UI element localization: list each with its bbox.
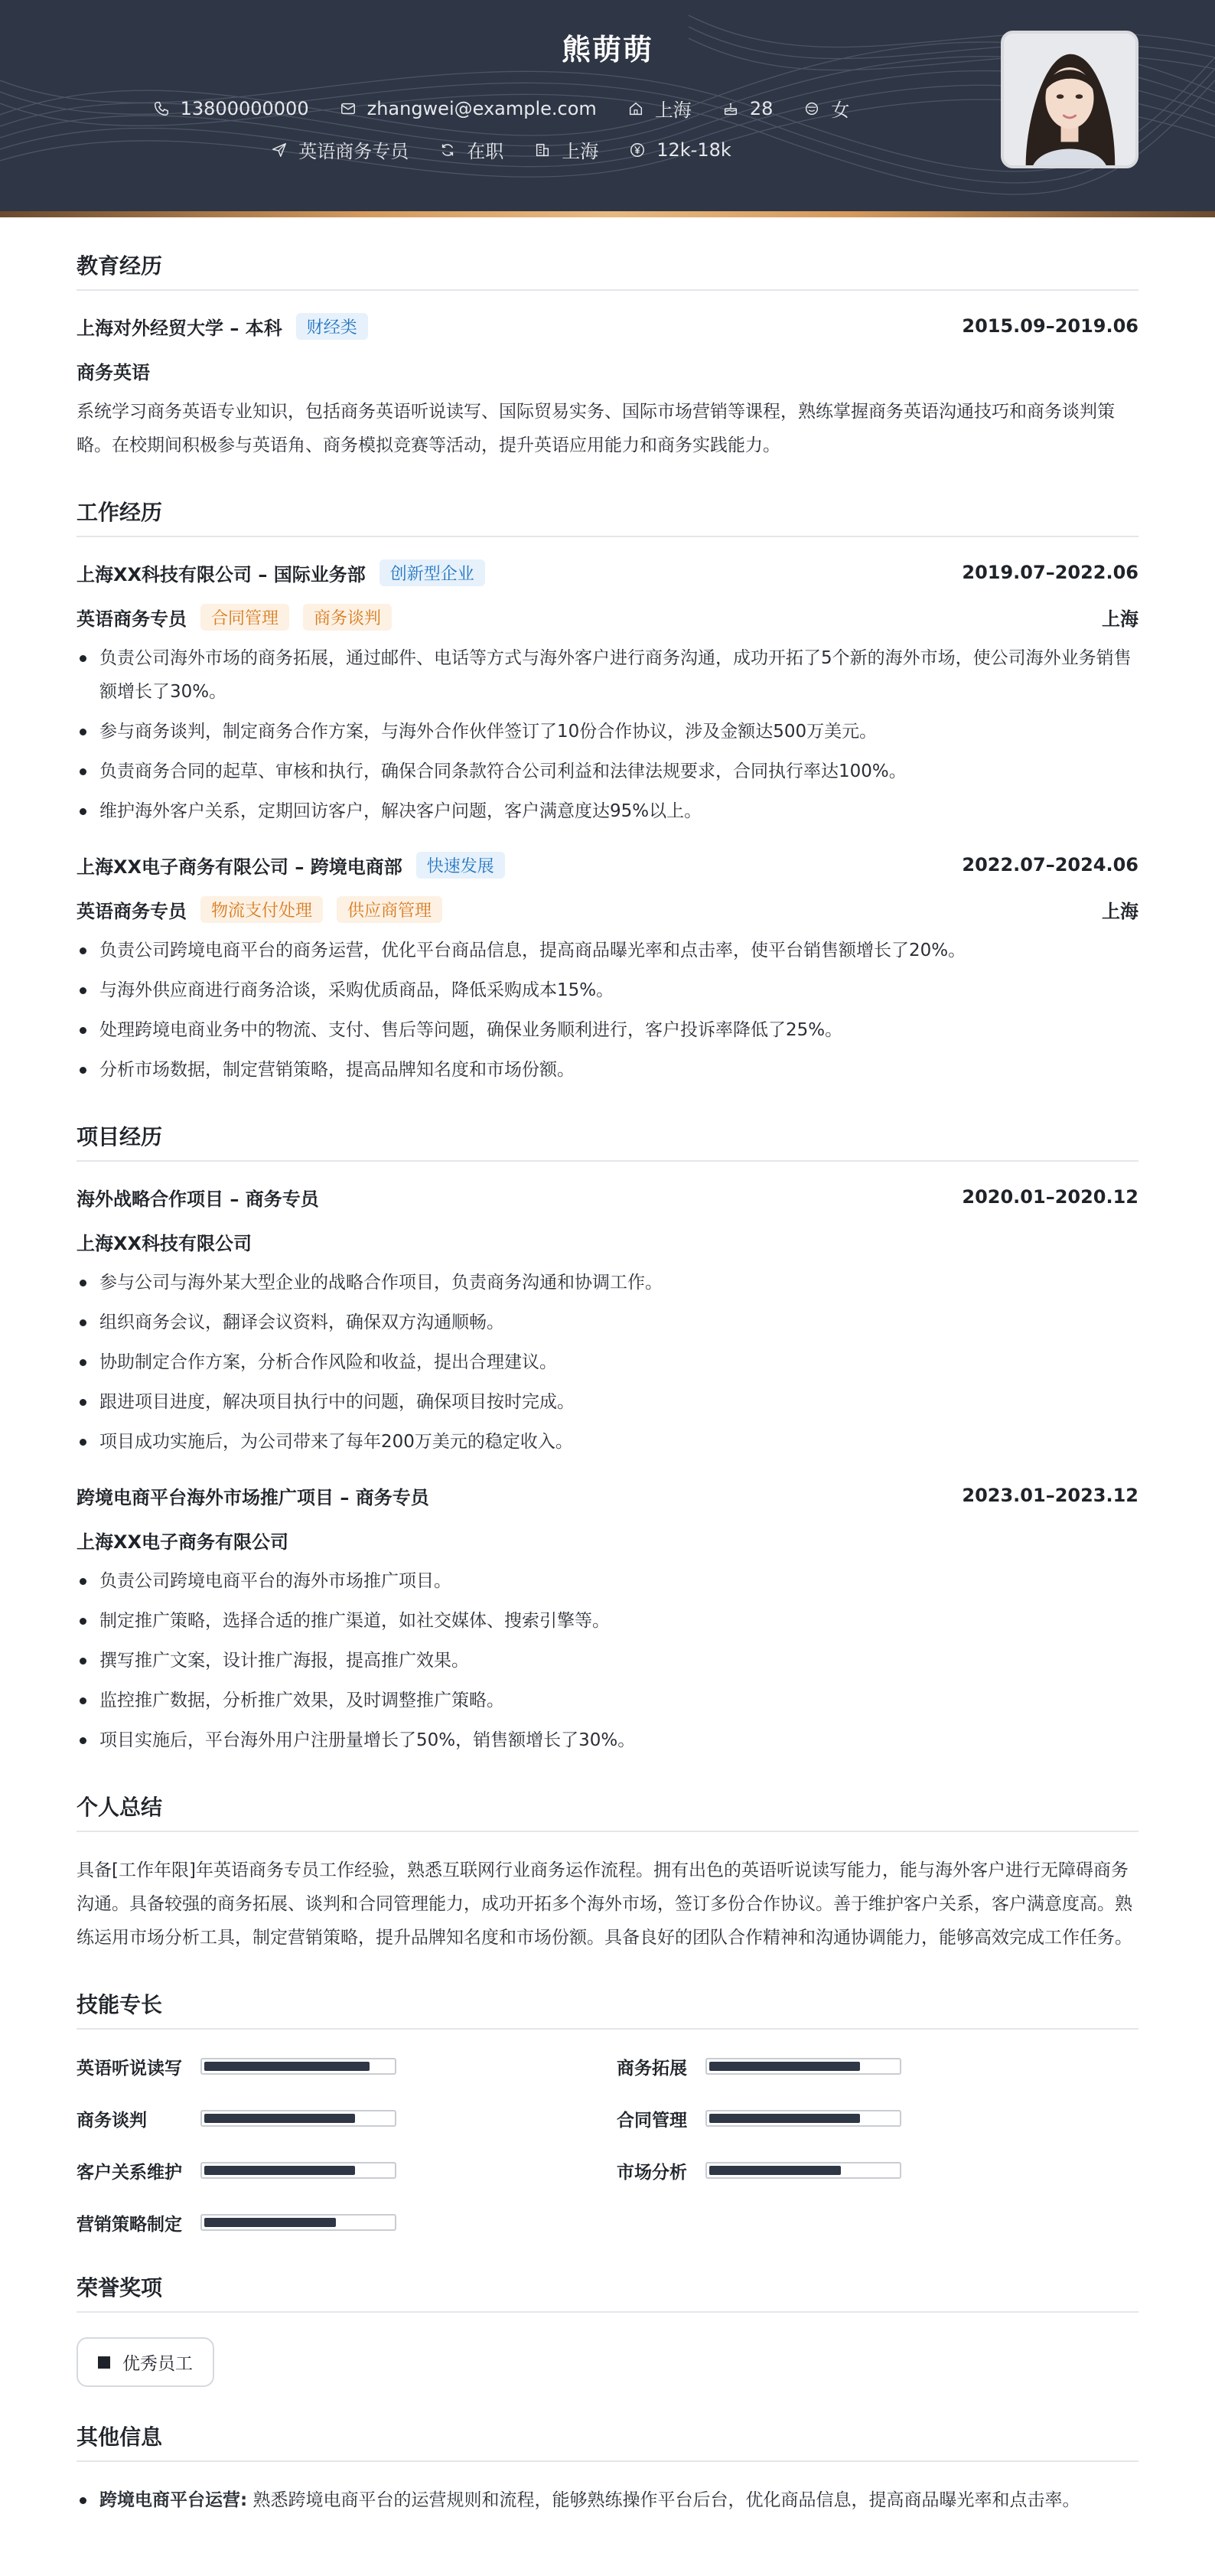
section-title: 其他信息 (77, 2421, 1138, 2462)
work-city-text: 上海 (562, 141, 599, 162)
skill-bar (705, 2110, 901, 2127)
list-item: 分析市场数据，制定营销策略，提高品牌知名度和市场份额。 (77, 1053, 1138, 1087)
gender-info (803, 95, 849, 122)
skill-bar-fill (709, 2114, 860, 2123)
skill-bar-fill (204, 2166, 355, 2175)
school-tag: 财经类 (296, 313, 368, 340)
avatar (1001, 31, 1138, 168)
list-item: 与海外供应商进行商务洽谈，采购优质商品，降低采购成本15%。 (77, 973, 1138, 1007)
age-info (722, 98, 774, 119)
project-bullets (77, 1564, 1138, 1757)
list-item: 协助制定合作方案，分析合作风险和收益，提出合理建议。 (77, 1345, 1138, 1379)
education-desc: 系统学习商务英语专业知识，包括商务英语听说读写、国际贸易实务、国际市场营销等课程，熟练掌握商务英语沟通技巧和商务谈判策略。在校期间积极参与英语角、商务模拟竞赛等活动，提升英语应用能力和商务实践能力。 (77, 402, 1115, 455)
work-date: 2019.07–2022.06 (962, 562, 1138, 583)
skills-section (77, 1988, 1138, 2238)
section-title: 项目经历 (77, 1120, 1138, 1162)
honor-text: 优秀员工 (122, 2354, 193, 2374)
phone-text: 13800000000 (180, 97, 309, 119)
salary-text: 12k-18k (656, 139, 731, 161)
project-entry (77, 1183, 1138, 1459)
skill-tag: 合同管理 (200, 604, 289, 631)
role-name: 英语商务专员 (77, 900, 187, 922)
avatar-portrait (1004, 34, 1135, 165)
list-item: 项目成功实施后，为公司带来了每年200万美元的稳定收入。 (77, 1425, 1138, 1459)
role-row (77, 603, 1138, 631)
project-company-row (77, 1228, 1138, 1255)
mail-icon (340, 100, 357, 117)
project-name: 海外战略合作项目 – 商务专员 (77, 1188, 319, 1210)
skill-tag: 供应商管理 (337, 896, 442, 923)
skill-item (617, 2051, 1138, 2082)
project-name: 跨境电商平台海外市场推广项目 – 商务专员 (77, 1486, 429, 1508)
square-bullet-icon (98, 2356, 110, 2369)
status-info (439, 136, 503, 163)
project-company-row (77, 1526, 1138, 1554)
major-row (77, 357, 1138, 384)
skill-item (77, 2155, 617, 2186)
skill-bar-fill (204, 2062, 370, 2071)
section-title: 教育经历 (77, 249, 1138, 291)
section-title: 荣誉奖项 (77, 2271, 1138, 2313)
list-item: 负责公司跨境电商平台的商务运营，优化平台商品信息，提高商品曝光率和点击率，使平台销售额增长了20%。 (77, 934, 1138, 967)
list-item: 参与公司与海外某大型企业的战略合作项目，负责商务沟通和协调工作。 (77, 1266, 1138, 1299)
list-item: 负责公司跨境电商平台的海外市场推广项目。 (77, 1564, 1138, 1598)
send-icon (271, 142, 288, 158)
skill-bar-fill (204, 2114, 355, 2123)
project-company: 上海XX科技有限公司 (77, 1232, 252, 1254)
project-date: 2023.01–2023.12 (962, 1485, 1138, 1506)
honors-section (77, 2271, 1138, 2387)
skill-item (617, 2103, 1138, 2134)
skill-bar (705, 2162, 901, 2179)
list-item: 参与商务谈判，制定商务合作方案，与海外合作伙伴签订了10份合作协议，涉及金额达500万美元。 (77, 715, 1138, 748)
section-title: 工作经历 (77, 496, 1138, 537)
other-bullets (77, 2483, 1138, 2517)
email-text: zhangwei@example.com (366, 97, 597, 119)
company-tag: 创新型企业 (379, 559, 485, 586)
sync-icon (439, 142, 456, 158)
role-name: 英语商务专员 (77, 608, 187, 630)
honor-badge (77, 2337, 214, 2387)
city-text: 上海 (654, 99, 692, 121)
phone-info (153, 98, 309, 119)
list-item: 维护海外客户关系，定期回访客户，解决客户问题，客户满意度达95%以上。 (77, 794, 1138, 828)
work-location: 上海 (1102, 608, 1138, 630)
skill-item (77, 2051, 617, 2082)
list-item (77, 2483, 1138, 2517)
education-head (77, 312, 1138, 340)
work-entry-head (77, 559, 1138, 586)
skill-bar-fill (709, 2062, 860, 2071)
company-name: 上海XX电子商务有限公司 – 跨境电商部 (77, 856, 402, 878)
work-entry (77, 851, 1138, 1087)
section-title: 个人总结 (77, 1791, 1138, 1832)
work-location: 上海 (1102, 900, 1138, 922)
skill-name: 商务谈判 (77, 2110, 147, 2131)
project-date: 2020.01–2020.12 (962, 1186, 1138, 1208)
project-head (77, 1183, 1138, 1211)
skill-name: 合同管理 (617, 2110, 687, 2131)
home-icon (627, 100, 644, 117)
work-city-info (534, 136, 598, 163)
skill-name: 客户关系维护 (77, 2162, 182, 2183)
summary-text: 具备[工作年限]年英语商务专员工作经验，熟悉互联网行业商务运作流程。拥有出色的英语听说读写能力，能与海外客户进行无障碍商务沟通。具备较强的商务拓展、谈判和合同管理能力，成功开拓多个海外市场，签订多份合作协议。善于维护客户关系，客户满意度高。熟练运用市场分析工具，制定营销策略，提升品牌知名度和市场份额。具备良好的团队合作精神和沟通协调能力，能够高效完成工作任务。 (77, 1860, 1132, 1948)
projects-section (77, 1120, 1138, 1757)
list-item: 制定推广策略，选择合适的推广渠道，如社交媒体、搜索引擎等。 (77, 1604, 1138, 1638)
skill-tag: 物流支付处理 (200, 896, 323, 923)
list-item: 处理跨境电商业务中的物流、支付、售后等问题，确保业务顺利进行，客户投诉率降低了25%。 (77, 1013, 1138, 1047)
school-name: 上海对外经贸大学 – 本科 (77, 317, 282, 339)
skill-item (617, 2155, 1138, 2186)
work-entry-head (77, 851, 1138, 879)
project-bullets (77, 1266, 1138, 1459)
project-head (77, 1482, 1138, 1509)
other-text: 熟悉跨境电商平台的运营规则和流程，能够熟练操作平台后台，优化商品信息，提高商品曝光率和点击率。 (252, 2490, 1080, 2510)
yen-coin-icon (629, 142, 646, 158)
skill-name: 商务拓展 (617, 2058, 687, 2079)
contact-row (0, 95, 1002, 122)
list-item: 项目实施后，平台海外用户注册量增长了50%，销售额增长了30%。 (77, 1723, 1138, 1757)
project-entry (77, 1482, 1138, 1757)
skill-item (77, 2103, 617, 2134)
skill-bar (705, 2058, 901, 2075)
cake-icon (722, 100, 739, 117)
age-text: 28 (749, 97, 774, 119)
list-item: 监控推广数据，分析推广效果，及时调整推广策略。 (77, 1684, 1138, 1717)
work-date: 2022.07–2024.06 (962, 854, 1138, 876)
skill-bar (200, 2162, 396, 2179)
skill-bar-fill (709, 2166, 841, 2175)
position-info (271, 136, 409, 163)
skill-tag: 商务谈判 (303, 604, 392, 631)
role-row (77, 895, 1138, 923)
work-bullets (77, 934, 1138, 1087)
skill-bar (200, 2058, 396, 2075)
skill-item (77, 2207, 617, 2238)
email-info (340, 98, 597, 119)
list-item: 跟进项目进度，解决项目执行中的问题，确保项目按时完成。 (77, 1385, 1138, 1419)
work-entry (77, 559, 1138, 828)
gender-text: 女 (831, 99, 850, 121)
resume-header (0, 0, 1215, 217)
skill-bar (200, 2110, 396, 2127)
company-tag: 快速发展 (416, 852, 505, 879)
list-item: 负责公司海外市场的商务拓展，通过邮件、电话等方式与海外客户进行商务沟通，成功开拓了5个新的海外市场，使公司海外业务销售额增长了30%。 (77, 641, 1138, 709)
status-text: 在职 (467, 141, 504, 162)
skill-name: 市场分析 (617, 2162, 687, 2183)
gender-icon (803, 100, 820, 117)
section-title: 技能专长 (77, 1988, 1138, 2030)
salary-info (629, 139, 731, 161)
work-bullets (77, 641, 1138, 828)
skill-bar-fill (204, 2218, 336, 2227)
skills-grid (77, 2051, 1138, 2238)
major-name: 商务英语 (77, 361, 150, 383)
skill-name: 英语听说读写 (77, 2058, 182, 2079)
summary-section (77, 1791, 1138, 1955)
city-info (627, 95, 692, 122)
list-item: 负责商务合同的起草、审核和执行，确保合同条款符合公司利益和法律法规要求，合同执行率达100%。 (77, 755, 1138, 788)
skill-name: 营销策略制定 (77, 2214, 182, 2235)
resume-body (0, 249, 1215, 2517)
list-item: 撰写推广文案，设计推广海报，提高推广效果。 (77, 1644, 1138, 1678)
project-company: 上海XX电子商务有限公司 (77, 1531, 289, 1553)
other-label: 跨境电商平台运营: (99, 2490, 248, 2510)
list-item: 组织商务会议，翻译会议资料，确保双方沟通顺畅。 (77, 1306, 1138, 1339)
candidate-name: 熊萌萌 (561, 33, 653, 67)
work-section (77, 496, 1138, 1087)
building-icon (534, 142, 551, 158)
education-date: 2015.09–2019.06 (962, 315, 1138, 337)
phone-icon (153, 100, 170, 117)
education-section (77, 249, 1138, 462)
job-intent-row (0, 136, 1002, 163)
header-accent-bar (0, 211, 1215, 217)
other-section (77, 2421, 1138, 2517)
skill-bar (200, 2214, 396, 2231)
company-name: 上海XX科技有限公司 – 国际业务部 (77, 563, 366, 585)
position-text: 英语商务专员 (298, 141, 409, 162)
